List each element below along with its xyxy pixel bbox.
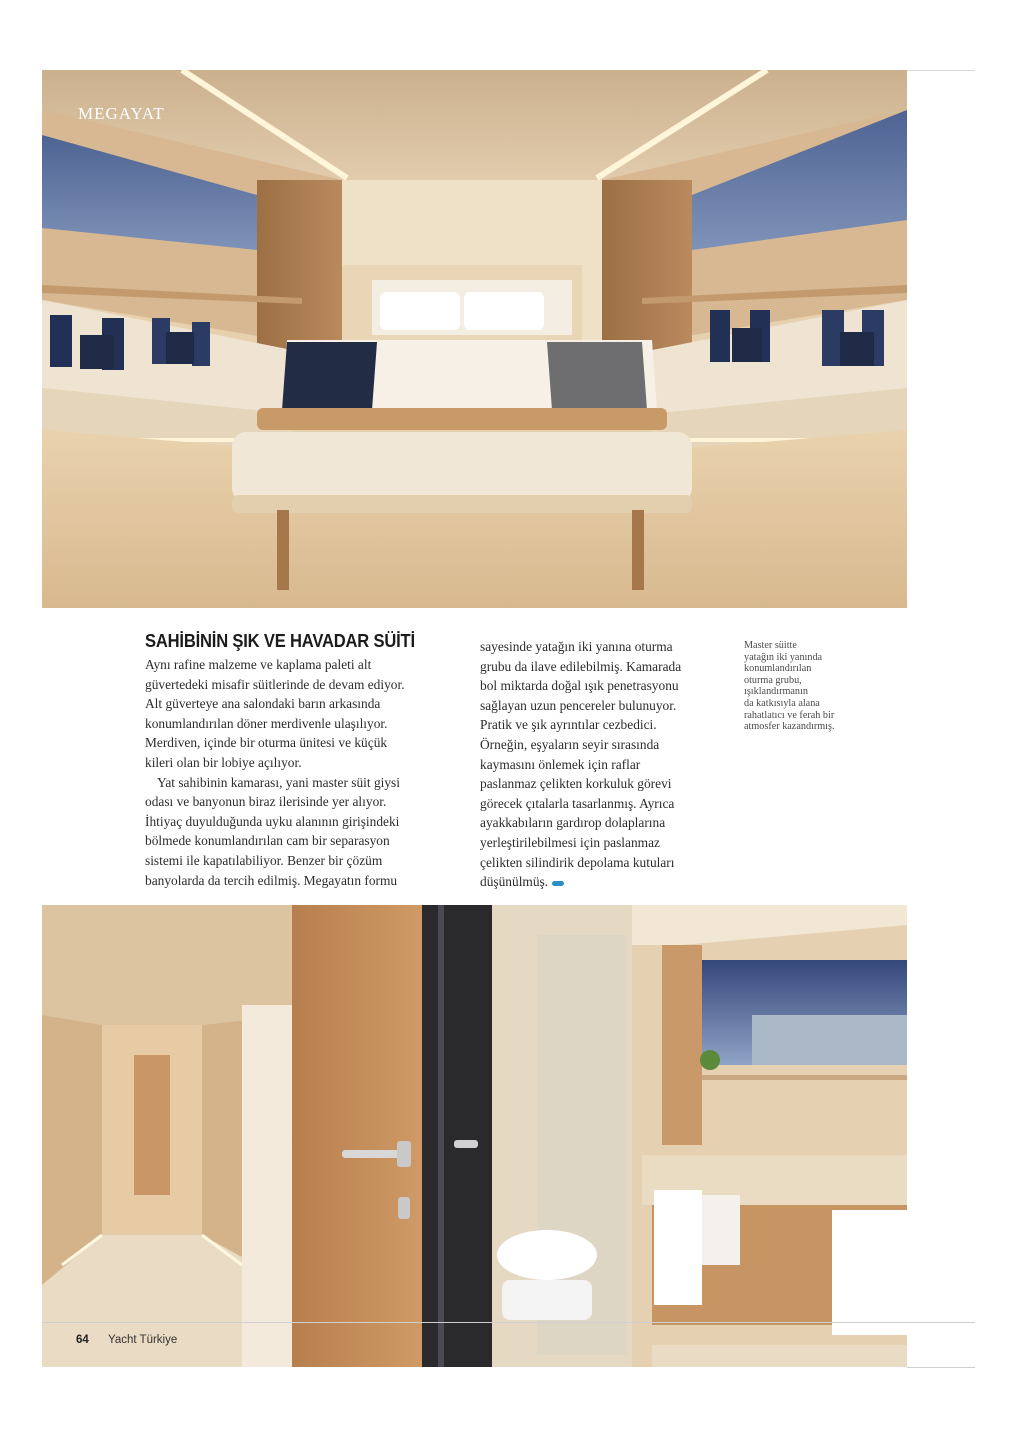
article-heading: SAHİBİNİN ŞIK VE HAVADAR SÜİTİ <box>145 631 415 651</box>
corridor-bathroom-photo <box>42 905 907 1367</box>
article-column-2 <box>480 637 720 892</box>
paragraph-line: konumlandırılan döner merdivenle ulaşılıyor. <box>145 715 388 731</box>
paragraph-line: sayesinde yatağın iki yanına oturma <box>480 639 673 654</box>
master-suite-photo <box>42 70 907 608</box>
paragraph-line: Örneğin, eşyaların seyir sırasında <box>480 736 660 752</box>
publication-name: Yacht Türkiye <box>108 1334 178 1346</box>
paragraph-line: Merdiven, içinde bir oturma ünitesi ve küçük <box>145 735 388 751</box>
footer-rule-right <box>907 1367 975 1368</box>
paragraph-line: Alt güverteye ana salondaki barın arkasında <box>145 696 381 712</box>
paragraph-line: İhtiyaç duyulduğunda uyku alanının girişindeki <box>145 813 400 829</box>
last-line-text: düşünülmüş. <box>480 874 549 890</box>
paragraph-line: bol miktarda doğal ışık penetrasyonu <box>480 678 679 694</box>
corridor-bathroom-illustration <box>42 905 907 1367</box>
paragraph-line: sağlayan uzun pencereler bulunuyor. <box>480 697 677 713</box>
paragraph-line: Pratik ve şık ayrıntılar cezbedici. <box>480 717 657 733</box>
section-label: MEGAYAT <box>78 104 165 123</box>
page-number: 64 <box>76 1334 89 1346</box>
paragraph-line: ayakkabıların gardırop dolaplarına <box>480 815 666 831</box>
paragraph-line: görecek çıtalarla tasarlanmış. Ayrıca <box>480 795 675 811</box>
footer-rule <box>42 1322 975 1323</box>
caption-line: oturma grubu, <box>744 674 802 686</box>
caption-line: da katkısıyla alana <box>744 697 820 709</box>
paragraph-line: yerleştirilebilmesi için paslanmaz <box>480 834 660 850</box>
paragraph-line: güvertedeki misafir süitlerinde de devam ediyor. <box>145 676 405 692</box>
paragraph-line: banyolarda da tercih edilmiş. Megayatın formu <box>145 872 398 888</box>
paragraph-line: grubu da ilave edilebilmiş. Kamarada <box>480 658 682 674</box>
paragraph-line: sistemi ile kapatılabiliyor. Benzer bir çözüm <box>145 852 383 868</box>
photo-caption <box>744 640 874 733</box>
caption-line: yatağın iki yanında <box>744 651 823 663</box>
top-rule <box>907 70 975 71</box>
caption-line: atmosfer kazandırmış. <box>744 721 835 733</box>
paragraph-line: Aynı rafine malzeme ve kaplama paleti alt <box>145 657 372 672</box>
article-column-1 <box>145 655 455 890</box>
paragraph-line: paslanmaz çelikten korkuluk görevi <box>480 776 672 792</box>
article-end-icon <box>552 881 564 886</box>
paragraph-line: kaymasını önlemek için raflar <box>480 756 641 772</box>
paragraph-line: çelikten silindirik depolama kutuları <box>480 854 675 870</box>
paragraph-line-last <box>480 872 720 892</box>
caption-line: ışıklandırmanın <box>744 686 808 698</box>
caption-line: konumlandırılan <box>744 663 812 675</box>
caption-line: rahatlatıcı ve ferah bir <box>744 709 835 721</box>
paragraph-line: bölmede konumlandırılan cam bir separasyon <box>145 833 390 849</box>
bedroom-illustration <box>42 70 907 608</box>
caption-line: Master süitte <box>744 640 797 651</box>
paragraph-line: kileri olan bir lobiye açılıyor. <box>145 754 302 770</box>
paragraph-line: Yat sahibinin kamarası, yani master süit giysi <box>157 774 400 790</box>
paragraph-line: odası ve banyonun biraz ilerisinde yer alıyor. <box>145 794 387 810</box>
